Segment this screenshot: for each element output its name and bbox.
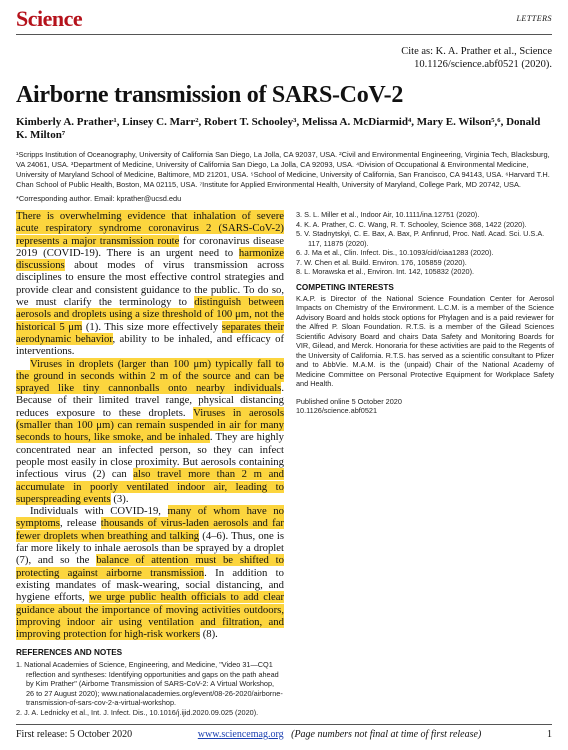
published-date: Published online 5 October 2020: [296, 396, 402, 406]
competing-interests-heading: COMPETING INTERESTS: [296, 282, 394, 292]
highlighted-text: balance of attention must be shifted to protecting against airborne transmission: [16, 554, 284, 579]
reference-item: 2. J. A. Lednicky et al., Int. J. Infect. Dis., 10.1016/j.ijid.2020.09.025 (2020).: [16, 707, 259, 717]
left-column: [16, 210, 284, 717]
body-text-segment: (3).: [110, 492, 129, 505]
highlighted-text: distinguish between aerosols and droplets using a size threshold of 100 μm, not the historical 5 μm: [16, 296, 285, 333]
highlighted-text: we urge public health officials to add clear guidance about the importance of moving activities outdoors, improving indoor air using ventilation and filtration, and improving protection for high-risk workers: [16, 591, 285, 641]
body-text-segment: (4–6). Thus, one is far more likely to inhale aerosols than be sprayed by a droplet (7), and so the: [16, 529, 285, 567]
corresponding-author: *Corresponding author. Email: kprather@ucsd.edu: [16, 194, 182, 203]
author-list: Kimberly A. Prather¹, Linsey C. Marr², Robert T. Schooley³, Melissa A. McDiarmid⁴, Mary E. Wilson⁵,⁶, Donald K. Milton⁷: [16, 116, 541, 141]
highlighted-text: harmonize discussions: [16, 246, 284, 272]
article-body: [16, 210, 284, 640]
highlighted-text: separates their aerodynamic behavior: [16, 320, 284, 345]
references-heading: REFERENCES AND NOTES: [16, 648, 123, 658]
body-text-segment: Individuals with COVID-19,: [30, 505, 168, 518]
highlighted-text: many of whom have no symptoms: [16, 505, 284, 530]
header-rule: [16, 34, 552, 35]
highlighted-text: also travel more than 2 m and accumulate in poorly ventilated indoor air, leading to superspreading events: [16, 468, 285, 505]
doi: 10.1126/science.abf0521: [296, 406, 378, 415]
competing-interests-text: K.A.P. is Director of the National Science Foundation Center for Aerosol Impacts on Chemistry of the Environment. L.C.M. is a member of the Science Advisory Board and holds stock options for Phylagen and is a paid reviewer for the Alfred P. Sloan Foundation. R.T.S. is a member of the Gilead Sciences Scientific Advisory Board and chairs Data Safety and Monitoring Boards for VIR, Gilead, and Merck. Honoraria for these activities are paid to the Regents of the University of California. R.T.S. has served as a scientific consultant to Pfizer and to AbbVie. M.A.M. is the (unpaid) Chair of the National Academy of Medicine Committee on Personal Protective Equipment for Workplace Safety and Health.: [296, 293, 554, 388]
body-paragraph: [16, 358, 284, 506]
first-release-date: First release: 5 October 2020: [16, 729, 133, 740]
footer-rule: [16, 724, 552, 725]
reference-item: 8. L. Morawska et al., Environ. Int. 142, 105832 (2020).: [296, 267, 475, 276]
page-number-note: (Page numbers not final at time of first release): [291, 729, 482, 740]
body-paragraph: [16, 210, 284, 358]
body-text-segment: about modes of virus transmission across disciplines to ensure the most effective control strategies and provide clear and consistent guidance to the public. To do so, we must clarify the terminology to: [16, 259, 284, 309]
reference-item: 5. V. Stadnytskyi, C. E. Bax, A. Bax, P. Anfinrud, Proc. Natl. Acad. Sci. U.S.A. 117, 11875 (2020).: [296, 229, 545, 248]
article-title: Airborne transmission of SARS-CoV-2: [16, 82, 404, 108]
body-text-segment: , ability to be inhaled, and efficacy of interventions.: [16, 332, 285, 358]
body-text-segment: . They are highly concentrated near an infected person, so they can infect people most easily in close proximity. But aerosols containing infectious virus (2) can: [16, 431, 284, 481]
body-text-segment: . Because of their limited travel range, physical distancing reduces exposure to these droplets.: [16, 382, 284, 419]
citation-line-2: 10.1126/science.abf0521 (2020).: [414, 59, 552, 70]
body-text-segment: (1). This size more effectively: [82, 320, 222, 333]
citation-line-1: Cite as: K. A. Prather et al., Science: [401, 46, 552, 57]
publication-info: [296, 397, 554, 416]
right-column: [296, 210, 554, 416]
body-text-segment: for coronavirus disease 2019 (COVID-19). There is an urgent need to: [16, 234, 284, 259]
reference-item: 6. J. Ma et al., Clin. Infect. Dis., 10.1093/cid/ciaa1283 (2020).: [296, 248, 494, 257]
footer-center: [198, 729, 481, 740]
sciencemag-link[interactable]: www.sciencemag.org: [197, 729, 284, 740]
page-footer: [16, 729, 552, 740]
highlighted-text: Viruses in droplets (larger than 100 μm) typically fall to the ground in seconds within 2 m of the source and can be sprayed like tiny cannonballs onto nearby individuals: [16, 357, 284, 395]
reference-item: 3. S. L. Miller et al., Indoor Air, 10.1111/ina.12751 (2020).: [296, 210, 480, 219]
highlighted-text: There is overwhelming evidence that inhalation of severe acute respiratory syndrome coronavirus 2 (SARS-CoV-2) represents a major transmission route: [16, 210, 284, 247]
highlighted-text: thousands of virus-laden aerosols and far fewer droplets when breathing and talking: [16, 517, 284, 542]
body-text-segment: . In addition to existing mandates of mask-wearing, social distancing, and hygiene efforts,: [16, 566, 284, 604]
citation-block: [401, 45, 552, 71]
body-text-segment: (8).: [200, 628, 218, 641]
reference-item: 4. K. A. Prather, C. C. Wang, R. T. Schooley, Science 368, 1422 (2020).: [296, 219, 527, 229]
page-number: 1: [546, 729, 552, 740]
body-paragraph: [16, 505, 284, 640]
journal-logo: Science: [16, 6, 83, 31]
section-label: LETTERS: [516, 14, 552, 23]
reference-item: 7. W. Chen et al. Build. Environ. 176, 105859 (2020).: [296, 257, 467, 267]
affiliations: ¹Scripps Institution of Oceanography, University of California San Diego, La Jolla, CA 92037, USA. ²Civil and Environmental Engineering, Virginia Tech, Blacksburg, VA 24061, USA. ³Department of Medicine, University of California San Diego, La Jolla, CA 92093, USA. ⁴Division of Occupational & Environmental Medicine, University of Maryland School of Medicine, Baltimore, MD 21201, USA. ⁵School of Medicine, University of California, San Francisco, CA 94143, USA. ⁶Harvard T.H. Chan School of Public Health, Boston, MA 02115, USA. ⁷Institute for Applied Environmental Health, University of Maryland, College Park, MD 20742, USA.: [16, 150, 550, 189]
body-text-segment: , release: [59, 517, 101, 530]
reference-item: 1. National Academies of Science, Engineering, and Medicine, "Video 31—CQ1 reflection and syntheses: Identifying opportunities and gaps on the path ahead by Kim Prather" (Airborne Transmission of SARS-CoV-2: A Virtual Workshop, 26 to 27 August 2020); www.nationalacademies.org/event/08-26-2020/airborne-transmission-of-sars-cov-2-a-virtual-workshop.: [16, 660, 283, 708]
highlighted-text: Viruses in aerosols (smaller than 100 μm) can remain suspended in air for many seconds to hours, like smoke, and be inhaled: [16, 406, 284, 444]
